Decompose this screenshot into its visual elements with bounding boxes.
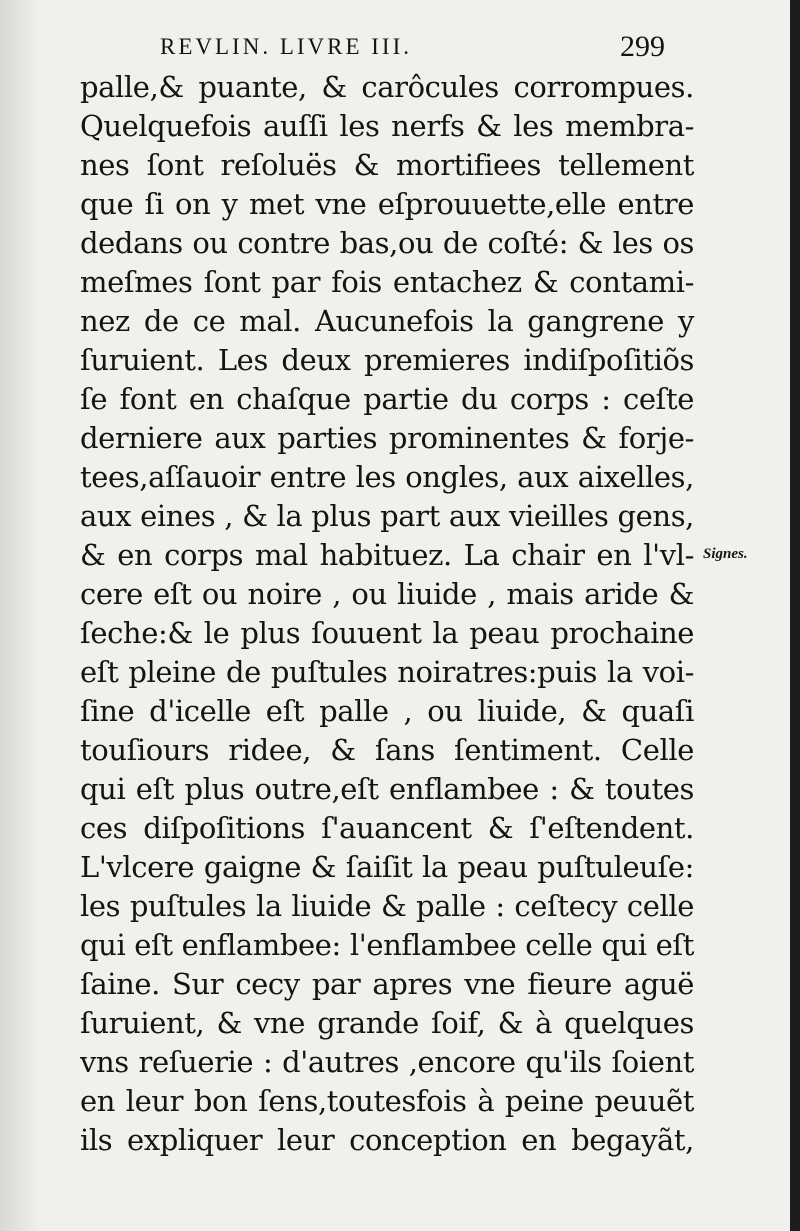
text-line: ces diſpoſitions ſ'auancent & ſ'eſtendent.	[80, 811, 694, 845]
text-line: ſuruient, & vne grande ſoif, & à quelques	[80, 1006, 694, 1040]
text-line: les puſtules la liuide & palle : ceſtecy celle	[80, 889, 694, 923]
text-line: cere eſt ou noire , ou liuide , mais aride &	[80, 577, 694, 611]
page-edge	[790, 0, 800, 1231]
text-line: nez de ce mal. Aucunefois la gangrene y	[80, 304, 694, 338]
text-line: & en corps mal habituez. La chair en l'vl-	[80, 538, 694, 572]
text-line: derniere aux parties prominentes & forje-	[80, 421, 694, 455]
text-line: palle,& puante, & carôcules corrompues.	[80, 70, 694, 104]
text-line: ſine d'icelle eſt palle , ou liuide, & quaſi	[80, 694, 694, 728]
marginal-note: Signes.	[703, 546, 748, 562]
text-line: ſuruient. Les deux premieres indiſpoſitiõs	[80, 343, 694, 377]
text-line: meſmes ſont par fois entachez & contami-	[80, 265, 694, 299]
body-text	[80, 68, 694, 1160]
text-line: ſeche:& le plus ſouuent la peau prochaine	[80, 616, 694, 650]
text-line: ſaine. Sur cecy par apres vne fieure aguë	[80, 967, 694, 1001]
text-line: touſiours ridee, & ſans ſentiment. Celle	[80, 733, 694, 767]
text-line: eſt pleine de puſtules noiratres:puis la voi-	[80, 655, 694, 689]
text-line: ils expliquer leur conception en begayãt,	[80, 1123, 694, 1157]
text-line: nes ſont reſoluës & mortifiees tellement	[80, 148, 694, 182]
text-line: qui eſt enflambee: l'enflambee celle qui eſt	[80, 928, 694, 962]
page-gutter-shadow	[0, 0, 40, 1231]
text-line: en leur bon ſens,toutesfois à peine peuuẽt	[80, 1084, 694, 1118]
text-line: dedans ou contre bas,ou de coſté: & les os	[80, 226, 694, 260]
page-number: 299	[620, 30, 665, 63]
text-line: Quelquefois auſſi les nerfs & les membra-	[80, 109, 694, 143]
running-head: REVLIN. LIVRE III.	[160, 34, 413, 59]
text-line: que ſi on y met vne eſprouuette,elle entre	[80, 187, 694, 221]
text-line: L'vlcere gaigne & ſaiſit la peau puſtuleuſe:	[80, 850, 694, 884]
text-line: tees,aſſauoir entre les ongles, aux aixelles,	[80, 460, 694, 494]
text-line: vns reſuerie : d'autres ,encore qu'ils ſoient	[80, 1045, 694, 1079]
text-line: aux eines , & la plus part aux vieilles gens,	[80, 499, 694, 533]
text-line: qui eſt plus outre,eſt enflambee : & toutes	[80, 772, 694, 806]
text-line: ſe font en chaſque partie du corps : ceſte	[80, 382, 694, 416]
